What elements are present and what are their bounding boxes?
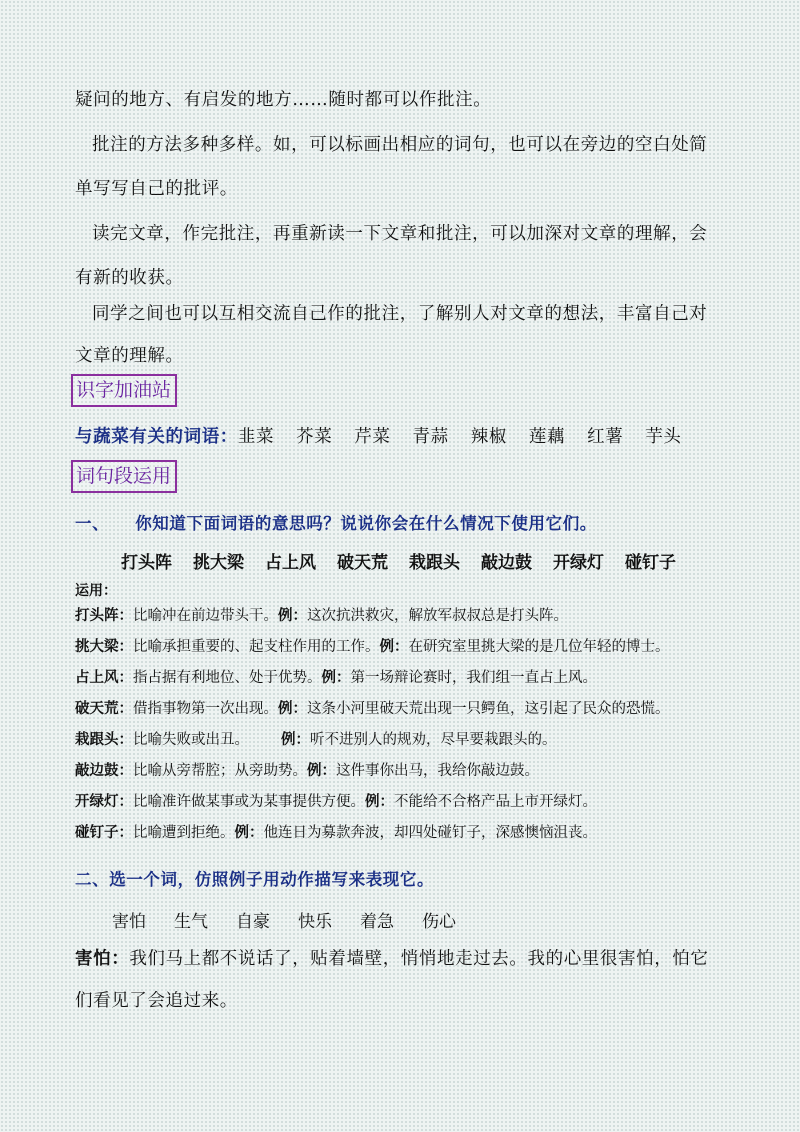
question-number: 一、	[75, 514, 110, 533]
definition-term: 挑大梁：	[75, 639, 133, 655]
section-tag-usage: 词句段运用	[71, 460, 177, 493]
paragraph-line: 疑问的地方、有启发的地方……随时都可以作批注。	[75, 90, 492, 110]
example-line-2: 们看见了会追过来。	[75, 991, 238, 1011]
emotion-word: 快乐	[298, 912, 332, 932]
vegetable-word: 芥菜	[296, 427, 333, 447]
definition-meaning: 比喻冲在前边带头干。	[133, 608, 278, 624]
idiom-word: 占上风	[265, 553, 316, 573]
vegetable-words-row	[75, 423, 704, 448]
definition-term: 敲边鼓：	[75, 763, 133, 779]
definition-row	[75, 697, 670, 718]
definition-row	[75, 790, 597, 811]
idiom-list	[121, 548, 697, 573]
vegetable-word: 辣椒	[470, 427, 507, 447]
example-sentence: 第一场辩论赛时，我们组一直占上风。	[350, 670, 597, 686]
definition-row	[75, 635, 670, 656]
example-label: 例：	[307, 763, 336, 779]
definition-meaning: 借指事物第一次出现。	[133, 701, 278, 717]
paragraph-line: 文章的理解。	[75, 346, 184, 366]
paragraph-line: 批注的方法多种多样。如，可以标画出相应的词句，也可以在旁边的空白处简	[92, 135, 708, 155]
paragraph-line: 读完文章，作完批注，再重新读一下文章和批注，可以加深对文章的理解，会	[92, 224, 708, 244]
idiom-word: 挑大梁	[193, 553, 244, 573]
paragraph-line: 单写写自己的批评。	[75, 179, 238, 199]
definition-meaning: 指占据有利地位、处于优势。	[133, 670, 322, 686]
definition-meaning: 比喻遭到拒绝。	[133, 825, 235, 841]
example-label: 例：	[365, 794, 394, 810]
emotion-word: 自豪	[236, 912, 270, 932]
vegetable-word: 韭菜	[237, 427, 275, 447]
example-term: 害怕：	[75, 949, 130, 969]
definition-term: 碰钉子：	[75, 825, 133, 841]
example-sentence: 听不进别人的规劝，尽早要栽跟头的。	[310, 732, 557, 748]
definition-meaning: 比喻失败或出丑。	[133, 732, 249, 748]
definition-row	[75, 604, 568, 625]
example-line-1	[75, 945, 709, 970]
section-tag-literacy: 识字加油站	[71, 374, 177, 407]
example-label: 例：	[281, 732, 310, 748]
definition-term: 打头阵：	[75, 608, 133, 624]
vegetable-word: 红薯	[587, 427, 624, 447]
question-2: 二、选一个词，仿照例子用动作描写来表现它。	[75, 870, 435, 889]
emotion-word: 着急	[360, 912, 394, 932]
example-text: 我们马上都不说话了，贴着墙壁，悄悄地走过去。我的心里很害怕，怕它	[129, 949, 709, 969]
question-1	[75, 510, 597, 534]
example-label: 例：	[321, 670, 351, 686]
example-label: 例：	[278, 608, 307, 624]
definition-row	[75, 728, 557, 749]
idiom-word: 敲边鼓	[481, 553, 532, 573]
example-sentence: 这条小河里破天荒出现一只鳄鱼，这引起了民众的恐慌。	[307, 701, 670, 717]
definition-meaning: 比喻承担重要的、起支柱作用的工作。	[133, 639, 380, 655]
example-label: 例：	[234, 825, 264, 841]
example-sentence: 这次抗洪救灾，解放军叔叔总是打头阵。	[307, 608, 568, 624]
idiom-word: 碰钉子	[625, 553, 676, 573]
vegetable-word: 芋头	[645, 427, 682, 447]
idiom-word: 开绿灯	[553, 553, 604, 573]
vegetable-label: 与蔬菜有关的词语：	[75, 427, 238, 447]
definition-meaning: 比喻准许做某事或为某事提供方便。	[133, 794, 365, 810]
usage-label: 运用：	[75, 583, 117, 599]
example-sentence: 不能给不合格产品上市开绿灯。	[394, 794, 597, 810]
emotion-word-list	[112, 907, 484, 932]
example-sentence: 这件事你出马，我给你敲边鼓。	[336, 763, 539, 779]
vegetable-word: 芹菜	[354, 427, 391, 447]
definition-row	[75, 821, 597, 842]
definition-row	[75, 759, 539, 780]
example-label: 例：	[379, 639, 409, 655]
definition-term: 破天荒：	[75, 701, 133, 717]
vegetable-word: 莲藕	[528, 427, 566, 447]
definition-meaning: 比喻从旁帮腔；从旁助势。	[133, 763, 307, 779]
example-sentence: 他连日为募款奔波，却四处碰钉子，深感懊恼沮丧。	[263, 825, 597, 841]
idiom-word: 栽跟头	[409, 553, 460, 573]
example-label: 例：	[278, 701, 307, 717]
definition-row	[75, 666, 597, 687]
example-sentence: 在研究室里挑大梁的是几位年轻的博士。	[408, 639, 670, 655]
definition-term: 占上风：	[75, 670, 133, 686]
question-text: 你知道下面词语的意思吗？说说你会在什么情况下使用它们。	[135, 514, 597, 533]
vegetable-word: 青蒜	[412, 427, 449, 447]
emotion-word: 伤心	[422, 912, 456, 932]
idiom-word: 打头阵	[121, 553, 172, 573]
definition-term: 栽跟头：	[75, 732, 133, 748]
emotion-word: 害怕	[112, 912, 146, 932]
paragraph-line: 有新的收获。	[75, 268, 184, 288]
definition-term: 开绿灯：	[75, 794, 133, 810]
idiom-word: 破天荒	[337, 553, 388, 573]
paragraph-line: 同学之间也可以互相交流自己作的批注，了解别人对文章的想法，丰富自己对	[92, 304, 708, 324]
emotion-word: 生气	[174, 912, 208, 932]
vegetable-list	[238, 427, 704, 447]
